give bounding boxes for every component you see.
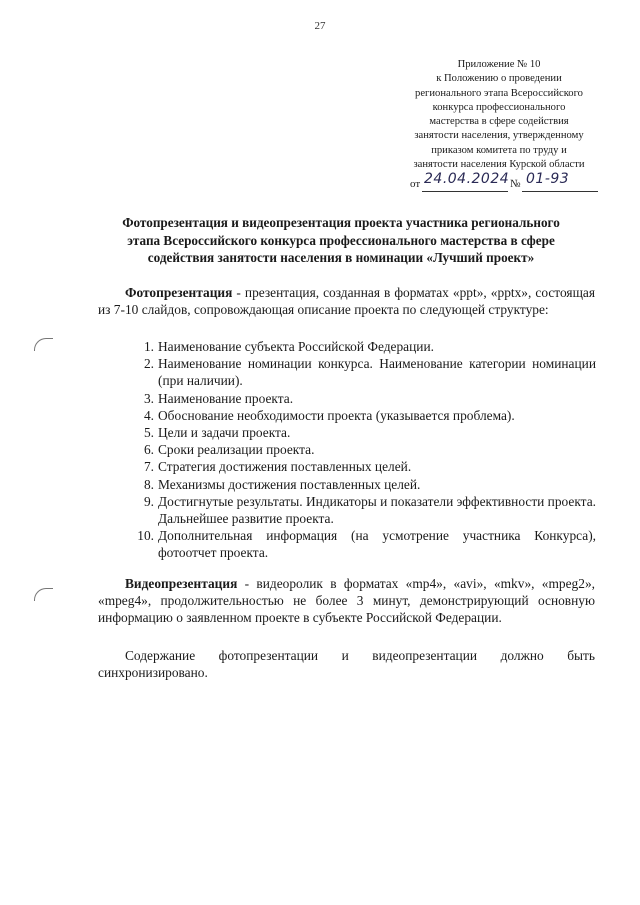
title-line: этапа Всероссийского конкурса профессионального мастерства в сфере xyxy=(127,232,555,248)
list-item-number: 4. xyxy=(143,407,154,423)
list-item-text: Наименование субъекта Российской Федерации. xyxy=(158,339,434,354)
list-item xyxy=(130,458,596,475)
number-prefix: № xyxy=(510,178,521,191)
list-item-number: 1. xyxy=(143,339,154,354)
appendix-line: занятости населения Курской области xyxy=(413,159,585,171)
number-underline xyxy=(522,191,598,192)
date-prefix: от xyxy=(410,178,421,191)
photo-presentation-paragraph xyxy=(98,284,595,318)
list-item-text: Дополнительная информация (на усмотрение участника Конкурса), фотоотчет проекта. xyxy=(158,528,596,561)
list-item-text: Наименование проекта. xyxy=(158,390,294,406)
appendix-line: регионального этапа Всероссийского xyxy=(415,87,583,99)
photo-presentation-term: Фотопрезентация xyxy=(125,285,233,300)
list-item xyxy=(130,476,596,493)
video-presentation-term: Видеопрезентация xyxy=(125,576,238,591)
list-item xyxy=(130,527,596,561)
photo-presentation-text: - презентация, созданная в форматах «ppt», «pptx», состоящая из 7-10 слайдов, сопровождающая описание проекта по следующей структуре: xyxy=(98,285,595,317)
list-item-number: 3. xyxy=(143,390,154,406)
list-item-number: 2. xyxy=(143,356,154,372)
list-item-text: Достигнутые результаты. Индикаторы и показатели эффективности проекта. Дальнейшее развитие проекта. xyxy=(158,493,596,527)
list-item-text: Наименование номинации конкурса. Наименование категории номинации (при наличии). xyxy=(158,356,596,389)
handwritten-date: 24.04.2024 xyxy=(424,171,510,188)
appendix-header xyxy=(392,58,606,194)
punch-hole-mark xyxy=(34,588,53,601)
appendix-line: занятости населения, утвержденному xyxy=(414,130,584,142)
list-item xyxy=(130,424,596,441)
handwritten-number: 01-93 xyxy=(526,171,570,188)
list-item xyxy=(130,493,596,527)
list-item xyxy=(130,355,596,389)
list-item-text: Сроки реализации проекта. xyxy=(158,442,315,458)
appendix-line: мастерства в сфере содействия xyxy=(429,116,569,128)
punch-hole-mark xyxy=(34,338,53,351)
order-date-number-row xyxy=(392,172,606,194)
document-title xyxy=(96,214,586,267)
appendix-line: конкурса профессионального xyxy=(432,101,566,113)
appendix-line: приказом комитета по труду и xyxy=(431,144,567,156)
video-presentation-paragraph xyxy=(98,575,595,626)
synchronization-paragraph: Содержание фотопрезентации и видеопрезентации должно быть синхронизировано. xyxy=(98,648,595,680)
list-item-text: Стратегия достижения поставленных целей. xyxy=(158,459,412,475)
video-presentation-text: - видеоролик в форматах «mp4», «avi», «mkv», «mpeg2», «mpeg4», продолжительностью не более 3 минут, демонстрирующий основную информацию о заявленном проекте в субъекте Российской Федерации. xyxy=(98,576,595,625)
list-item-number: 10. xyxy=(137,528,154,544)
list-item-number: 8. xyxy=(143,476,154,492)
date-underline xyxy=(422,191,508,192)
title-line: содействия занятости населения в номинации «Лучший проект» xyxy=(147,250,535,265)
list-item xyxy=(130,441,596,458)
list-item-number: 6. xyxy=(143,442,154,458)
list-item xyxy=(130,390,596,407)
structure-list xyxy=(130,338,596,562)
title-line: Фотопрезентация и видеопрезентация проекта участника регионального xyxy=(122,215,560,230)
list-item-number: 7. xyxy=(143,459,154,475)
page-number: 27 xyxy=(314,20,326,32)
list-item-number: 5. xyxy=(143,425,154,441)
list-item-text: Механизмы достижения поставленных целей. xyxy=(158,476,421,492)
list-item-text: Обоснование необходимости проекта (указывается проблема). xyxy=(158,407,515,423)
appendix-line: Приложение № 10 xyxy=(457,59,541,70)
list-item-text: Цели и задачи проекта. xyxy=(158,425,291,441)
list-item xyxy=(130,407,596,424)
list-item-number: 9. xyxy=(143,493,154,509)
list-item xyxy=(130,338,596,355)
appendix-line: к Положению о проведении xyxy=(436,73,562,85)
